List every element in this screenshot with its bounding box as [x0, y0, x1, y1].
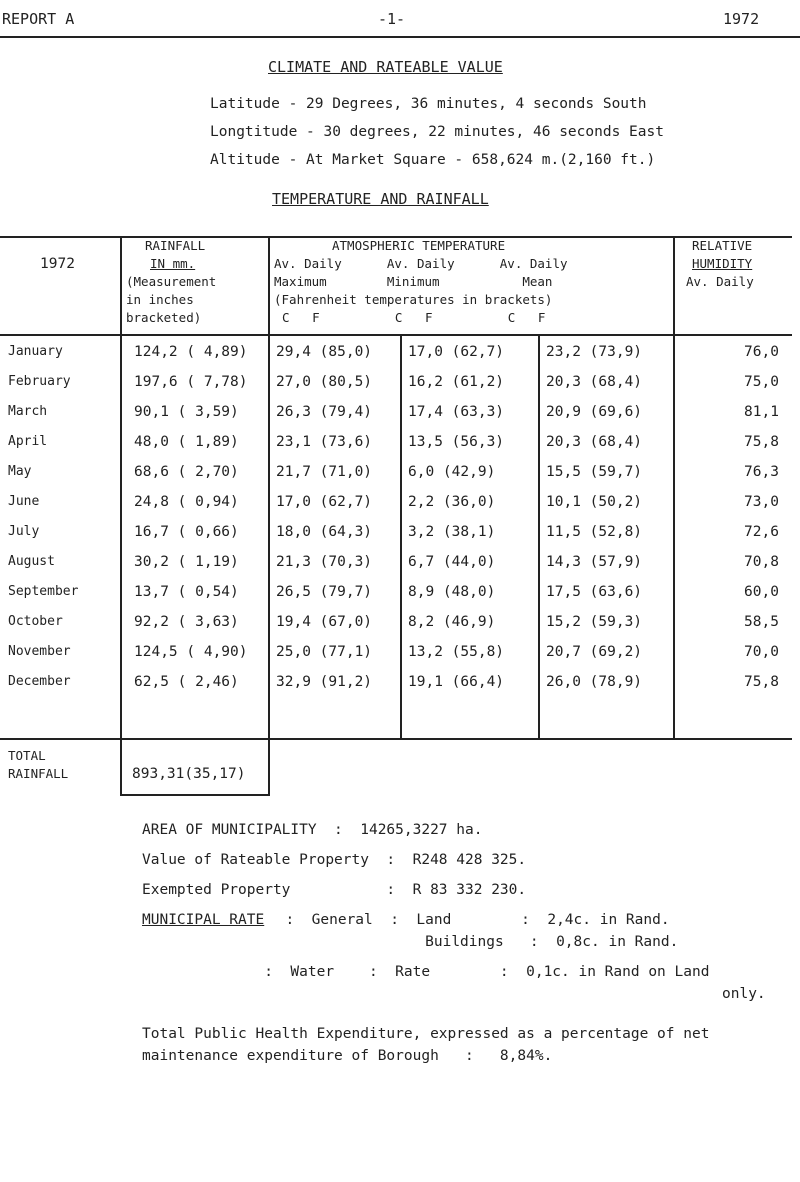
- table-bottom-rule: [0, 738, 792, 740]
- rainfall-cell: 24,8 ( 0,94): [134, 494, 239, 510]
- min-temp-cell: 13,5 (56,3): [408, 434, 505, 450]
- min-temp-cell: 17,0 (62,7): [408, 344, 505, 360]
- rainfall-cell: 124,5 ( 4,90): [134, 644, 248, 660]
- mean-temp-cell: 23,2 (73,9): [546, 344, 643, 360]
- month-cell: January: [8, 344, 63, 359]
- rainfall-cell: 62,5 ( 2,46): [134, 674, 239, 690]
- min-temp-cell: 17,4 (63,3): [408, 404, 505, 420]
- mean-temp-cell: 17,5 (63,6): [546, 584, 643, 600]
- humidity-cell: 76,0: [744, 344, 779, 360]
- rateable-value-line: Value of Rateable Property : R248 428 325.: [142, 852, 527, 868]
- month-cell: February: [8, 374, 71, 389]
- year-header: 1972: [40, 256, 75, 272]
- humidity-cell: 75,8: [744, 434, 779, 450]
- month-cell: September: [8, 584, 79, 599]
- rainfall-cell: 197,6 ( 7,78): [134, 374, 248, 390]
- max-temp-cell: 29,4 (85,0): [276, 344, 373, 360]
- max-temp-cell: 17,0 (62,7): [276, 494, 373, 510]
- section-title: TEMPERATURE AND RAINFALL: [272, 190, 489, 208]
- max-temp-cell: 32,9 (91,2): [276, 674, 373, 690]
- month-cell: March: [8, 404, 48, 419]
- month-cell: July: [8, 524, 40, 539]
- rainfall-cell: 90,1 ( 3,59): [134, 404, 239, 420]
- municipal-rate-buildings: Buildings : 0,8c. in Rand.: [268, 934, 679, 950]
- mean-temp-cell: 15,2 (59,3): [546, 614, 643, 630]
- rainfall-cell: 124,2 ( 4,89): [134, 344, 248, 360]
- max-temp-cell: 26,5 (79,7): [276, 584, 373, 600]
- max-temp-cell: 21,7 (71,0): [276, 464, 373, 480]
- water-rate-line: : Water : Rate : 0,1c. in Rand on Land: [142, 964, 710, 980]
- mean-temp-cell: 26,0 (78,9): [546, 674, 643, 690]
- humidity-cell: 75,8: [744, 674, 779, 690]
- mean-temp-cell: 20,9 (69,6): [546, 404, 643, 420]
- report-year: 1972: [723, 10, 760, 28]
- min-temp-cell: 13,2 (55,8): [408, 644, 505, 660]
- rainfall-cell: 48,0 ( 1,89): [134, 434, 239, 450]
- area-line: AREA OF MUNICIPALITY : 14265,3227 ha.: [142, 822, 483, 838]
- max-temp-cell: 26,3 (79,4): [276, 404, 373, 420]
- total-bottom-rule: [120, 794, 270, 796]
- col-divider-1: [120, 236, 122, 796]
- atm-sub-4: C F C F C F: [282, 310, 546, 325]
- rain-head-3: (Measurement: [126, 274, 217, 289]
- month-cell: November: [8, 644, 71, 659]
- hum-head-2: HUMIDITY: [692, 256, 753, 271]
- max-temp-cell: 18,0 (64,3): [276, 524, 373, 540]
- mean-temp-cell: 20,3 (68,4): [546, 434, 643, 450]
- mean-temp-cell: 11,5 (52,8): [546, 524, 643, 540]
- latitude-line: Latitude - 29 Degrees, 36 minutes, 4 seconds South: [210, 96, 647, 112]
- mean-temp-cell: 15,5 (59,7): [546, 464, 643, 480]
- month-cell: June: [8, 494, 40, 509]
- mean-temp-cell: 14,3 (57,9): [546, 554, 643, 570]
- min-temp-cell: 16,2 (61,2): [408, 374, 505, 390]
- humidity-cell: 70,0: [744, 644, 779, 660]
- min-temp-cell: 6,0 (42,9): [408, 464, 496, 480]
- longitude-line: Longtitude - 30 degrees, 22 minutes, 46 seconds East: [210, 124, 664, 140]
- hum-head-1: RELATIVE: [692, 238, 753, 253]
- footer-note-1: Total Public Health Expenditure, expressed as a percentage of net: [142, 1026, 710, 1042]
- rainfall-cell: 30,2 ( 1,19): [134, 554, 239, 570]
- atm-temp-header: ATMOSPHERIC TEMPERATURE: [332, 238, 506, 253]
- page-title: CLIMATE AND RATEABLE VALUE: [268, 58, 503, 76]
- col-divider-5: [673, 236, 675, 738]
- max-temp-cell: 23,1 (73,6): [276, 434, 373, 450]
- rainfall-cell: 68,6 ( 2,70): [134, 464, 239, 480]
- humidity-cell: 76,3: [744, 464, 779, 480]
- min-temp-cell: 8,2 (46,9): [408, 614, 496, 630]
- report-label: REPORT A: [2, 10, 75, 28]
- atm-sub-3: (Fahrenheit temperatures in brackets): [274, 292, 553, 307]
- min-temp-cell: 2,2 (36,0): [408, 494, 496, 510]
- mean-temp-cell: 20,7 (69,2): [546, 644, 643, 660]
- municipal-rate-label: MUNICIPAL RATE: [142, 912, 265, 928]
- rain-head-5: bracketed): [126, 310, 202, 325]
- hum-head-3: Av. Daily: [686, 274, 754, 289]
- humidity-cell: 58,5: [744, 614, 779, 630]
- col-divider-4: [538, 336, 540, 738]
- total-label-2: RAINFALL: [8, 766, 69, 781]
- rainfall-cell: 13,7 ( 0,54): [134, 584, 239, 600]
- header-rule: [0, 36, 800, 38]
- max-temp-cell: 21,3 (70,3): [276, 554, 373, 570]
- rainfall-cell: 92,2 ( 3,63): [134, 614, 239, 630]
- month-cell: August: [8, 554, 55, 569]
- rain-head-4: in inches: [126, 292, 194, 307]
- col-divider-3: [400, 336, 402, 738]
- min-temp-cell: 8,9 (48,0): [408, 584, 496, 600]
- atm-sub-2: Maximum Minimum Mean: [274, 274, 553, 289]
- municipal-rate-land: : General : Land : 2,4c. in Rand.: [268, 912, 670, 928]
- water-rate-only: only.: [722, 986, 766, 1002]
- month-cell: May: [8, 464, 32, 479]
- total-rainfall-value: 893,31(35,17): [132, 766, 246, 782]
- min-temp-cell: 3,2 (38,1): [408, 524, 496, 540]
- humidity-cell: 60,0: [744, 584, 779, 600]
- mean-temp-cell: 10,1 (50,2): [546, 494, 643, 510]
- min-temp-cell: 19,1 (66,4): [408, 674, 505, 690]
- humidity-cell: 81,1: [744, 404, 779, 420]
- total-label-1: TOTAL: [8, 748, 46, 763]
- col-divider-2: [268, 236, 270, 796]
- max-temp-cell: 27,0 (80,5): [276, 374, 373, 390]
- humidity-cell: 70,8: [744, 554, 779, 570]
- humidity-cell: 73,0: [744, 494, 779, 510]
- altitude-line: Altitude - At Market Square - 658,624 m.(2,160 ft.): [210, 152, 656, 168]
- rain-head-1: RAINFALL: [145, 238, 206, 253]
- rainfall-cell: 16,7 ( 0,66): [134, 524, 239, 540]
- max-temp-cell: 25,0 (77,1): [276, 644, 373, 660]
- min-temp-cell: 6,7 (44,0): [408, 554, 496, 570]
- humidity-cell: 75,0: [744, 374, 779, 390]
- mean-temp-cell: 20,3 (68,4): [546, 374, 643, 390]
- month-cell: October: [8, 614, 63, 629]
- footer-note-2: maintenance expenditure of Borough : 8,84%.: [142, 1048, 553, 1064]
- month-cell: April: [8, 434, 48, 449]
- atm-sub-1: Av. Daily Av. Daily Av. Daily: [274, 256, 568, 271]
- month-cell: December: [8, 674, 71, 689]
- humidity-cell: 72,6: [744, 524, 779, 540]
- exempted-line: Exempted Property : R 83 332 230.: [142, 882, 527, 898]
- page-number: -1-: [378, 10, 406, 28]
- max-temp-cell: 19,4 (67,0): [276, 614, 373, 630]
- rain-head-2: IN mm.: [150, 256, 196, 271]
